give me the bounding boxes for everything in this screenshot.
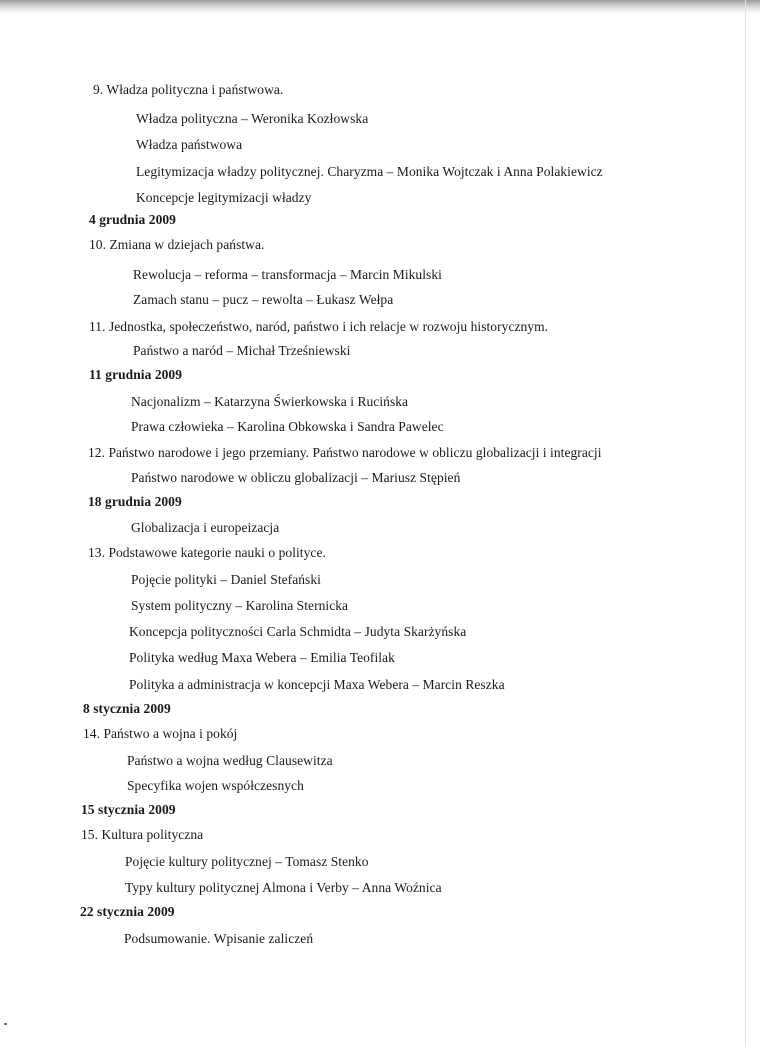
scan-top-shadow [0, 0, 760, 14]
subtopic: Nacjonalizm – Katarzyna Świerkowska i Rucińska [131, 394, 409, 409]
subtopic: Pojęcie kultury politycznej – Tomasz Stenko [125, 854, 369, 869]
subtopic: Koncepcja polityczności Carla Schmidta – Judyta Skarżyńska [129, 624, 467, 639]
date-heading: 4 grudnia 2009 [89, 212, 176, 227]
subtopic: Polityka według Maxa Webera – Emilia Teofilak [129, 650, 395, 665]
subtopic: Typy kultury politycznej Almona i Verby – Anna Woźnica [125, 880, 442, 895]
date-heading: 11 grudnia 2009 [89, 367, 183, 382]
subtopic: Zamach stanu – pucz – rewolta – Łukasz Wełpa [133, 292, 394, 307]
topic-heading: 14. Państwo a wojna i pokój [83, 726, 238, 741]
date-heading: 18 grudnia 2009 [88, 494, 182, 509]
subtopic: System polityczny – Karolina Sternicka [131, 598, 349, 613]
subtopic: Pojęcie polityki – Daniel Stefański [131, 572, 321, 587]
scan-right-edge [745, 0, 746, 1045]
topic-heading: 11. Jednostka, społeczeństwo, naród, państwo i ich relacje w rozwoju historycznym. [89, 319, 549, 334]
subtopic: Polityka a administracja w koncepcji Maxa Webera – Marcin Reszka [129, 677, 505, 692]
subtopic: Globalizacja i europeizacja [131, 520, 280, 535]
subtopic: Państwo a naród – Michał Trześniewski [133, 343, 351, 358]
subtopic: Władza polityczna – Weronika Kozłowska [136, 111, 369, 126]
date-heading: 8 stycznia 2009 [83, 701, 171, 716]
subtopic: Władza państwowa [136, 137, 243, 152]
topic-heading: 15. Kultura polityczna [81, 827, 204, 842]
subtopic: Państwo narodowe w obliczu globalizacji – Mariusz Stępień [131, 470, 461, 485]
subtopic: Specyfika wojen współczesnych [127, 778, 304, 793]
topic-heading: 12. Państwo narodowe i jego przemiany. Państwo narodowe w obliczu globalizacji i integracji [88, 445, 602, 460]
subtopic: Podsumowanie. Wpisanie zaliczeń [124, 931, 314, 946]
scan-speck [4, 1023, 7, 1025]
topic-heading: 9. Władza polityczna i państwowa. [93, 82, 284, 97]
subtopic: Prawa człowieka – Karolina Obkowska i Sandra Pawelec [131, 419, 444, 434]
subtopic: Koncepcje legitymizacji władzy [136, 190, 312, 205]
date-heading: 15 stycznia 2009 [81, 802, 176, 817]
topic-heading: 10. Zmiana w dziejach państwa. [89, 237, 265, 252]
subtopic: Rewolucja – reforma – transformacja – Marcin Mikulski [133, 267, 442, 282]
topic-heading: 13. Podstawowe kategorie nauki o polityce. [88, 545, 326, 560]
subtopic: Państwo a wojna według Clausewitza [127, 753, 333, 768]
date-heading: 22 stycznia 2009 [80, 904, 175, 919]
subtopic: Legitymizacja władzy politycznej. Charyzma – Monika Wojtczak i Anna Polakiewicz [136, 164, 603, 179]
